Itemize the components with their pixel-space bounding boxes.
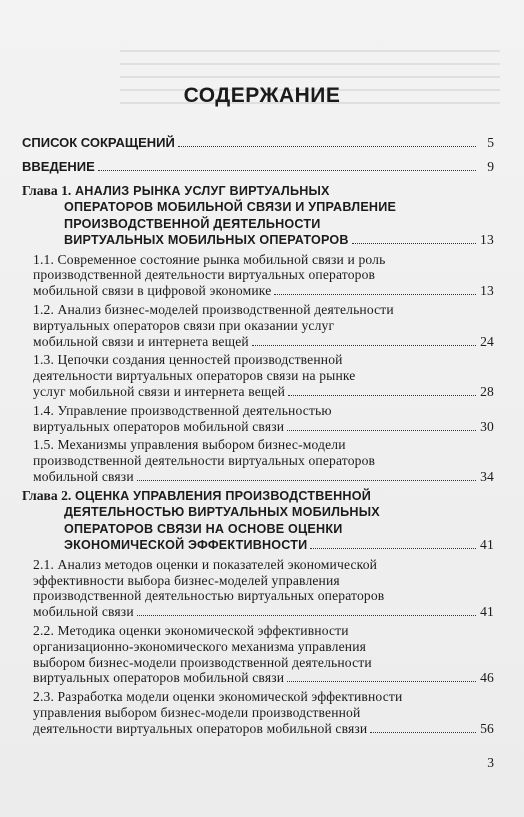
toc-line: [33, 721, 494, 737]
toc-line: [22, 216, 494, 233]
toc-line-text: деятельности виртуальных операторов связи на рынке: [33, 368, 356, 384]
toc-line-text: 1.3. Цепочки создания ценностей производственной: [33, 352, 343, 368]
toc-line-text: СПИСОК СОКРАЩЕНИЙ: [22, 135, 175, 150]
toc-line-text: производственной деятельности виртуальных операторов: [33, 267, 376, 283]
leader-dots: [252, 345, 476, 346]
toc-entry-section: [22, 623, 494, 686]
toc-line: [22, 135, 494, 151]
toc-line-text: услуг мобильной связи и интернета вещей: [33, 383, 286, 399]
toc-line: [33, 403, 494, 419]
toc-line-text: ЭКОНОМИЧЕСКОЙ ЭФФЕКТИВНОСТИ: [64, 538, 308, 553]
toc-line: [22, 159, 494, 175]
toc-line: [33, 588, 494, 604]
toc-line-text: мобильной связи в цифровой экономике: [33, 283, 272, 299]
toc-line: [22, 232, 494, 249]
chapter-title: АНАЛИЗ РЫНКА УСЛУГ ВИРТУАЛЬНЫХ: [74, 183, 330, 198]
toc-line-text: виртуальных операторов мобильной связи: [33, 418, 285, 434]
toc-line-text: [22, 489, 371, 503]
leader-dots: [288, 395, 476, 396]
toc-line-text: 1.1. Современное состояние рынка мобильной связи и роль: [33, 251, 386, 267]
chapter-label: Глава 1.: [22, 182, 72, 198]
table-of-contents: [22, 135, 494, 740]
toc-line-text: виртуальных операторов мобильной связи: [33, 670, 285, 686]
toc-entry-section: [22, 302, 494, 349]
toc-line: [33, 469, 494, 485]
toc-line: [33, 689, 494, 705]
leader-dots: [352, 243, 476, 244]
leader-dots: [178, 146, 476, 147]
leader-dots: [98, 170, 476, 171]
leader-dots: [274, 294, 476, 295]
toc-page-number: 24: [480, 333, 494, 349]
toc-line: [33, 302, 494, 318]
toc-line: [33, 623, 494, 639]
toc-page-number: 9: [487, 158, 494, 174]
toc-line-text: организационно-экономического механизма управления: [33, 638, 367, 654]
toc-line: [22, 521, 494, 538]
toc-line: [33, 437, 494, 453]
toc-line-text: мобильной связи: [33, 468, 134, 484]
toc-line-text: 2.2. Методика оценки экономической эффективности: [33, 622, 349, 638]
toc-line: [33, 352, 494, 368]
toc-entry-section: [22, 689, 494, 736]
toc-page-number: 28: [480, 383, 494, 399]
toc-entry-section: [22, 352, 494, 399]
toc-line-text: выбором бизнес-модели производственной деятельности: [33, 654, 372, 670]
chapter-label: Глава 2.: [22, 487, 72, 503]
toc-page-number: 5: [487, 135, 494, 150]
toc-line: [33, 453, 494, 469]
toc-page-number: 56: [480, 720, 494, 736]
toc-line: [33, 557, 494, 573]
toc-page-number: 46: [480, 670, 494, 686]
toc-line-text: ВВЕДЕНИЕ: [22, 158, 95, 174]
toc-entry-chapter: [22, 488, 494, 554]
toc-line: [33, 283, 494, 299]
toc-entry-top: [22, 159, 494, 175]
toc-line-text: виртуальных операторов связи при оказании услуг: [33, 317, 335, 333]
toc-line-text: управления выбором бизнес-модели производственной: [33, 704, 361, 720]
toc-line: [22, 488, 494, 505]
toc-line-text: 1.2. Анализ бизнес-моделей производственной деятельности: [33, 301, 394, 317]
toc-line-text: 1.4. Управление производственной деятельностью: [33, 402, 332, 418]
page-number: 3: [487, 755, 494, 770]
toc-entry-section: [22, 437, 494, 484]
toc-line: [22, 537, 494, 554]
toc-page-number: 13: [480, 232, 494, 248]
leader-dots: [137, 480, 476, 481]
leader-dots: [287, 681, 476, 682]
toc-line-text: ПРОИЗВОДСТВЕННОЙ ДЕЯТЕЛЬНОСТИ: [64, 216, 321, 231]
toc-line-text: ОПЕРАТОРОВ СВЯЗИ НА ОСНОВЕ ОЦЕНКИ: [64, 521, 343, 536]
toc-line-text: эффективности выбора бизнес-моделей управления: [33, 572, 340, 588]
toc-line: [22, 199, 494, 216]
toc-line-text: ОПЕРАТОРОВ МОБИЛЬНОЙ СВЯЗИ И УПРАВЛЕНИЕ: [64, 200, 397, 215]
toc-line: [33, 334, 494, 350]
page-title: СОДЕРЖАНИЕ: [183, 84, 341, 107]
toc-line-text: 1.5. Механизмы управления выбором бизнес-модели: [33, 437, 346, 453]
toc-entry-section: [22, 403, 494, 435]
toc-page-number: 34: [480, 468, 494, 484]
toc-line: [33, 419, 494, 435]
toc-line-text: ДЕЯТЕЛЬНОСТЬЮ ВИРТУАЛЬНЫХ МОБИЛЬНЫХ: [64, 505, 380, 520]
toc-line: [33, 655, 494, 671]
toc-line: [33, 384, 494, 400]
toc-line: [33, 705, 494, 721]
toc-line: [33, 267, 494, 283]
toc-page-number: 41: [480, 537, 494, 553]
toc-line: [33, 573, 494, 589]
toc-line-text: деятельности виртуальных операторов мобильной связи: [33, 720, 368, 736]
toc-entry-top: [22, 135, 494, 151]
toc-line-text: 2.1. Анализ методов оценки и показателей экономической: [33, 556, 378, 572]
toc-page-number: 13: [480, 283, 494, 299]
toc-line: [33, 368, 494, 384]
toc-entry-section: [22, 557, 494, 620]
toc-line-text: ВИРТУАЛЬНЫХ МОБИЛЬНЫХ ОПЕРАТОРОВ: [64, 233, 349, 248]
leader-dots: [137, 615, 476, 616]
toc-entry-section: [22, 252, 494, 299]
toc-line-text: [22, 184, 330, 198]
toc-line-text: 2.3. Разработка модели оценки экономической эффективности: [33, 689, 403, 705]
toc-line-text: производственной деятельностью виртуальных операторов: [33, 588, 385, 604]
toc-line: [33, 639, 494, 655]
toc-line-text: мобильной связи: [33, 604, 134, 620]
toc-line: [33, 670, 494, 686]
toc-line: [33, 604, 494, 620]
toc-line: [33, 252, 494, 268]
toc-line-text: производственной деятельности виртуальных операторов: [33, 453, 376, 469]
leader-dots: [370, 732, 476, 733]
toc-page-number: 30: [480, 418, 494, 434]
toc-line: [22, 504, 494, 521]
toc-page-number: 41: [480, 604, 494, 620]
leader-dots: [287, 430, 476, 431]
toc-line-text: мобильной связи и интернета вещей: [33, 333, 249, 349]
toc-entry-chapter: [22, 183, 494, 249]
chapter-title: ОЦЕНКА УПРАВЛЕНИЯ ПРОИЗВОДСТВЕННОЙ: [74, 488, 371, 503]
toc-line: [33, 318, 494, 334]
leader-dots: [310, 548, 476, 549]
toc-line: [22, 183, 494, 200]
